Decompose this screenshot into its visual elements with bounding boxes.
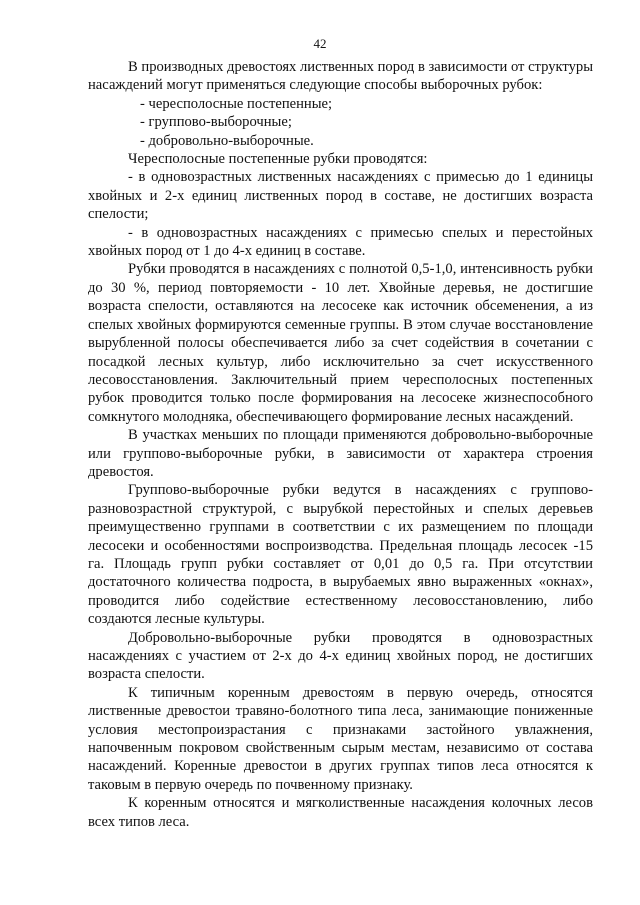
list-item-strip-cutting: - чересполосные постепенные; [140, 95, 333, 112]
paragraph-intro: В производных древостоях лиственных пород в зависимости от структуры насаждений могут применяться следующие способы выборочных рубок: [88, 59, 593, 94]
paragraph-indigenous-stands: К типичным коренным древостоям в первую очередь, относятся лиственные древостои травяно-болотного типа леса, занимающие пониженные условия местопроизрастания с признаками застойного увлажнения, напочвенным покровом свойственным сырым местам, независимо от состава насаждений. Коренные древостои в других группах типов леса относятся к таковым в первую очередь по почвенному признаку. [88, 684, 593, 793]
paragraph-strip-case-1: - в одновозрастных лиственных насаждениях с примесью до 1 единицы хвойных и 2-х единиц лиственных пород в составе, не достигших возраста спелости; [88, 169, 593, 223]
page-number: 42 [313, 36, 327, 51]
paragraph-small-areas: В участках меньших по площади применяются добровольно-выборочные или группово-выборочные рубки, в зависимости от характера строения древостоя. [88, 427, 593, 480]
paragraph-voluntary-selection: Добровольно-выборочные рубки проводятся в одновозрастных насаждениях с участием от 2-х до 4-х единиц хвойных пород, не достигших возраста спелости. [88, 629, 593, 683]
paragraph-group-selection: Группово-выборочные рубки ведутся в насаждениях с группово-разновозрастной структурой, с вырубкой перестойных и спелых деревьев преимущественно группами в соответствии с их размещением по площади лесосеки и особенностями воспроизводства. Предельная площадь лесосек -15 га. Площадь групп рубки составляет от 0,01 до 0,5 га. При отсутствии достаточного количества подроста, в вырубаемых явно выраженных «окнах», проводится либо содействие естественному лесовосстановлению, либо создаются лесные культуры. [88, 482, 593, 628]
paragraph-strip-heading: Чересполосные постепенные рубки проводятся: [128, 151, 428, 168]
paragraph-cutting-parameters: Рубки проводятся в насаждениях с полнотой 0,5-1,0, интенсивность рубки до 30 %, период повторяемости - 10 лет. Хвойные деревья, не достигшие возраста спелости, оставляются на лесосеке как источник обсеменения, а из спелых хвойных формируются семенные группы. В этом случае восстановление вырубленной полосы обеспечивается либо за счет содействия в сочетании с посадкой лесных культур, либо исключительно за счет искусственного лесовосстановления. Заключительный прием чересполосных постепенных рубок проводится только после формирования на лесосеке жизнеспособного сомкнутого молодняка, обеспечивающего формирование лесных насаждений. [88, 261, 593, 425]
paragraph-strip-case-2: - в одновозрастных насаждениях с примесью спелых и перестойных хвойных пород от 1 до 4-х единиц в составе. [88, 224, 593, 260]
document-body [88, 58, 593, 831]
list-item-voluntary-selection: - добровольно-выборочные. [140, 132, 314, 149]
list-item-group-selection: - группово-выборочные; [140, 114, 292, 131]
paragraph-soft-leaved: К коренным относятся и мягколиственные насаждения колочных лесов всех типов леса. [88, 795, 593, 830]
